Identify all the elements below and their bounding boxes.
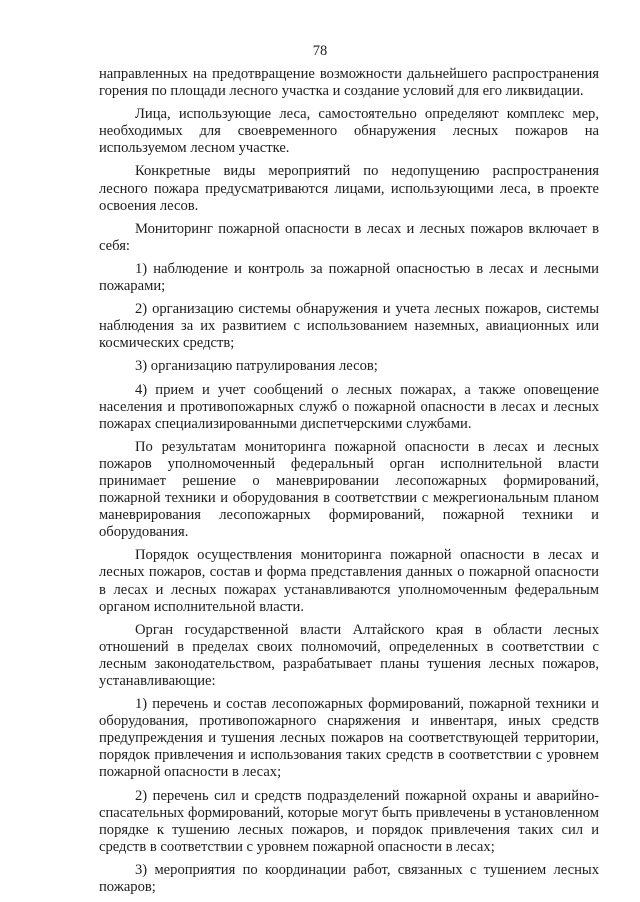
list-item: 3) мероприятия по координации работ, связанных с тушением лесных пожаров; [99,861,599,896]
list-item: 1) перечень и состав лесопожарных формирований, пожарной техники и оборудования, противопожарного снаряжения и инвентаря, иных средств предупреждения и тушения лесных пожаров на соответствующей территории, порядок привлечения и использования таких средств в соответствии с уровнем пожарной опасности в лесах; [99,696,599,781]
list-item: 2) организацию системы обнаружения и учета лесных пожаров, системы наблюдения за их развитием с использованием наземных, авиационных или космических средств; [99,301,599,352]
paragraph-continuation: направленных на предотвращение возможности дальнейшего распространения горения по площади лесного участка и создание условий для его ликвидации. [99,66,599,100]
list-item: 1) наблюдение и контроль за пожарной опасностью в лесах и лесными пожарами; [99,260,599,295]
paragraph: Орган государственной власти Алтайского края в области лесных отношений в пределах своих полномочий, определенных в соответствии с лесным законодательством, разрабатывает планы тушения лесных пожаров, устанавливающие: [99,621,599,689]
paragraph: Порядок осуществления мониторинга пожарной опасности в лесах и лесных пожаров, состав и форма представления данных о пожарной опасности в лесах и лесных пожарах устанавливаются уполномоченным федеральным органом исполнительной власти. [99,547,599,615]
list-item: 3) организацию патрулирования лесов; [135,358,378,375]
list-item: 4) прием и учет сообщений о лесных пожарах, а также оповещение населения и противопожарных служб о пожарной опасности в лесах и лесных пожарах специализированными диспетчерскими службами. [99,381,599,432]
paragraph: Мониторинг пожарной опасности в лесах и лесных пожаров включает в себя: [99,220,599,254]
paragraph: Конкретные виды мероприятий по недопущению распространения лесного пожара предусматриваются лицами, использующими леса, в проекте освоения лесов. [99,163,599,214]
page-number: 78 [312,43,328,59]
document-body [99,66,599,902]
paragraph: По результатам мониторинга пожарной опасности в лесах и лесных пожаров уполномоченный федеральный орган исполнительной власти принимает решение о маневрировании лесопожарных формирований, пожарной техники и оборудования в соответствии с межрегиональным планом маневрирования лесопожарных формирований, пожарной техники и оборудования. [99,438,599,541]
list-item: 2) перечень сил и средств подразделений пожарной охраны и аварийно-спасательных формирований, которые могут быть привлечены в установленном порядке к тушению лесных пожаров, и порядок привлечения таких сил и средств в соответствии с уровнем пожарной опасности в лесах; [99,787,599,855]
paragraph: Лица, использующие леса, самостоятельно определяют комплекс мер, необходимых для своевременного обнаружения лесных пожаров на используемом лесном участке. [99,106,599,157]
